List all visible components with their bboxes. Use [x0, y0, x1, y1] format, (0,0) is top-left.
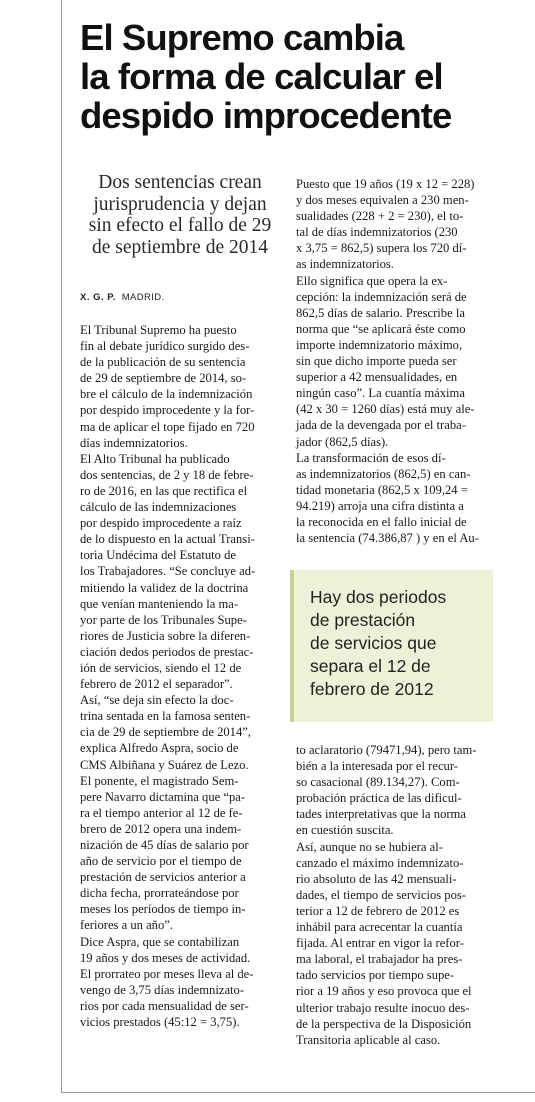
body-text-line: dos sentencias, de 2 y 18 de febre- [80, 467, 254, 482]
body-text-line: Ello significa que opera la ex- [296, 273, 448, 288]
body-text-line: superior a 42 mensualidades, en [296, 370, 458, 385]
subheadline-line: jurisprudencia y dejan [93, 193, 267, 215]
pull-quote [290, 570, 493, 722]
body-text-line: Puesto que 19 años (19 x 12 = 228) [296, 177, 475, 191]
pull-quote-line: Hay dos periodos [310, 587, 447, 607]
body-column-left [80, 322, 286, 1030]
body-text-line: fin al debate jurídico surgido des- [80, 339, 250, 354]
body-text-line: ión de servicios, siendo el 12 de [80, 660, 242, 675]
body-text-line: dicha fecha, prorrateándose por [80, 886, 239, 901]
body-text-line: de lo dispuesto en la actual Transi- [80, 532, 255, 547]
body-text-line: as indemnizatorios. [296, 257, 394, 272]
body-text-line: La transformación de esos dí- [296, 450, 446, 465]
body-text-line: rio absoluto de las 42 mensuali- [296, 871, 457, 886]
body-text-line: Dice Aspra, que se contabilizan [80, 934, 240, 949]
body-text-line: tades interpretativas que la norma [296, 807, 466, 822]
body-text-line: probación práctica de las dificul- [296, 791, 462, 806]
body-text-line: la sentencia (74.386,87 ) y en el Au- [296, 531, 479, 546]
body-text-line: de 29 de septiembre de 2014, so- [80, 371, 247, 386]
body-text-line: tal de días indemnizatorios (230 [296, 225, 458, 240]
byline-author: X. G. P. [80, 292, 117, 303]
body-text-line: El ponente, el magistrado Sem- [80, 773, 239, 788]
body-text-line: importe indemnizatorio máximo, [296, 337, 463, 352]
body-text-line: año de servicio por el tiempo de [80, 854, 242, 869]
page-bottom-rule [61, 1092, 535, 1093]
body-text-line: dades, el tiempo de servicios pos- [296, 887, 466, 902]
body-text-line: cia de 29 de septiembre de 2014”, [80, 725, 251, 740]
body-text-line: nización de 45 días de salario por [80, 838, 249, 852]
body-text-line: meses los períodos de tiempo in- [80, 902, 246, 917]
body-text-line: bién a la interesada por el recur- [296, 759, 458, 774]
body-text-line: ra el tiempo anterior al 12 de fe- [80, 805, 243, 820]
body-text-line: Así, “se deja sin efecto la doc- [80, 693, 234, 708]
pull-quote-line: de prestación [310, 610, 416, 630]
pull-quote-text [310, 586, 490, 701]
body-text-line: rios por cada mensualidad de ser- [80, 998, 249, 1013]
body-column-right-bottom [296, 742, 493, 1048]
body-text-line: ro de 2016, en las que rectifica el [80, 483, 248, 498]
body-text-line: pere Navarro dictamina que “pa- [80, 789, 246, 804]
body-text-line: jador (862,5 días). [296, 434, 389, 449]
body-text-line: cepción: la indemnización será de [296, 289, 467, 304]
body-text-line: vicios prestados (45:12 = 3,75). [80, 1015, 240, 1030]
body-text-line: explica Alfredo Aspra, socio de [80, 741, 239, 756]
headline-line: despido improcedente [80, 95, 452, 136]
subheadline-line: de septiembre de 2014 [92, 236, 268, 258]
body-text-line: bre el cálculo de la indemnización [80, 387, 253, 402]
body-text-line: ma de aplicar el tope fijado en 720 [80, 419, 255, 434]
body-text-line: as indemnizatorios (862,5) en can- [296, 466, 471, 481]
body-text-line: los Trabajadores. “Se concluye ad- [80, 564, 256, 579]
pull-quote-line: febrero de 2012 [310, 679, 434, 699]
body-text-line: 19 años y dos meses de actividad. [80, 950, 251, 965]
body-text-line: Transitoria aplicable al caso. [296, 1032, 441, 1047]
body-column-right-top [296, 176, 493, 546]
body-text-line: El Tribunal Supremo ha puesto [80, 323, 237, 337]
body-text-line: 862,5 días de salario. Prescribe la [296, 305, 465, 320]
body-text-line: feriores a un año”. [80, 918, 174, 933]
pull-quote-bar [290, 570, 294, 722]
byline-place: MADRID. [121, 292, 165, 303]
body-text-line: fijada. Al entrar en vigor la refor- [296, 936, 464, 951]
headline-line: la forma de calcular el [80, 56, 443, 97]
body-text-line: tidad monetaria (862,5 x 109,24 = [296, 482, 468, 497]
body-text-line: (42 x 30 = 1260 días) está muy ale- [296, 402, 475, 417]
body-text-line: en cuestión suscita. [296, 823, 394, 838]
body-text-line: y dos meses equivalen a 230 men- [296, 193, 469, 208]
body-text-line: so casacional (89.134,27). Com- [296, 775, 460, 790]
body-text-line: El Alto Tribunal ha publicado [80, 451, 230, 466]
body-text-line: de la perspectiva de la Disposición [296, 1016, 472, 1031]
body-text-line: de la publicación de su sentencia [80, 355, 246, 370]
body-text-line: El prorrateo por meses lleva al de- [80, 966, 254, 981]
subheadline-line: sin efecto el fallo de 29 [88, 215, 272, 236]
body-text-line: yor parte de los Tribunales Supe- [80, 612, 247, 627]
body-text-line: sin que dicho importe pueda ser [296, 354, 457, 369]
body-text-line: ulterior trabajo resulte inocuo des- [296, 1000, 470, 1015]
body-text-line: prestación de servicios anterior a [80, 870, 246, 885]
body-text-line: canzado el máximo indemnizato- [296, 855, 464, 870]
body-text-line: vengo de 3,75 días indemnizato- [80, 982, 245, 997]
byline [80, 292, 280, 303]
body-text-line: trina sentada en la famosa senten- [80, 709, 251, 724]
headline [80, 18, 520, 135]
body-text-line: inhábil para acrecentar la cuantía [296, 920, 463, 935]
body-text-line: toria Undécima del Estatuto de [80, 548, 236, 563]
body-text-line: por despido improcedente y la for- [80, 403, 255, 418]
body-text-line: CMS Albiñana y Suárez de Lezo. [80, 757, 249, 772]
body-text-line: mitiendo la validez de la doctrina [80, 580, 249, 595]
body-text-line: norma que “se aplicará éste como [296, 321, 466, 336]
body-text-line: ciación dedos periodos de prestac- [80, 644, 254, 659]
body-text-line: riores de Justicia sobre la diferen- [80, 628, 251, 643]
pull-quote-line: de servicios que [310, 633, 437, 653]
pull-quote-line: separa el 12 de [310, 656, 431, 676]
body-text-line: x 3,75 = 862,5) supera los 720 dí- [296, 241, 467, 256]
body-text-line: 94.219) arroja una cifra distinta a [296, 498, 464, 513]
body-text-line: días indemnizatorios. [80, 435, 188, 450]
body-text-line: terior a 12 de febrero de 2012 es [296, 903, 460, 918]
body-text-line: jada de la devengada por el traba- [296, 418, 466, 433]
body-text-line: brero de 2012 opera una indem- [80, 821, 242, 836]
headline-line: El Supremo cambia [80, 17, 404, 58]
body-text-line: febrero de 2012 el separador”. [80, 677, 233, 692]
body-text-line: ma laboral, el trabajador ha pres- [296, 952, 463, 967]
body-text-line: tado servicios por tiempo supe- [296, 968, 455, 983]
body-text-line: la reconocida en el fallo inicial de [296, 514, 467, 529]
body-text-line: sualidades (228 + 2 = 230), el to- [296, 209, 464, 224]
body-text-line: por despido improcedente a raíz [80, 516, 242, 531]
body-text-line: to aclaratorio (79471,94), pero tam- [296, 743, 477, 757]
page-left-rule [61, 0, 62, 1092]
subheadline [80, 172, 280, 258]
body-text-line: Así, aunque no se hubiera al- [296, 839, 443, 854]
subheadline-line: Dos sentencias crean [98, 172, 262, 193]
body-text-line: que venían manteniendo la ma- [80, 596, 239, 611]
body-text-line: ningún caso”. La cuantía máxima [296, 386, 465, 401]
body-text-line: rior a 19 años y eso provoca que el [296, 984, 472, 999]
body-text-line: cálculo de las indemnizaciones [80, 500, 237, 515]
